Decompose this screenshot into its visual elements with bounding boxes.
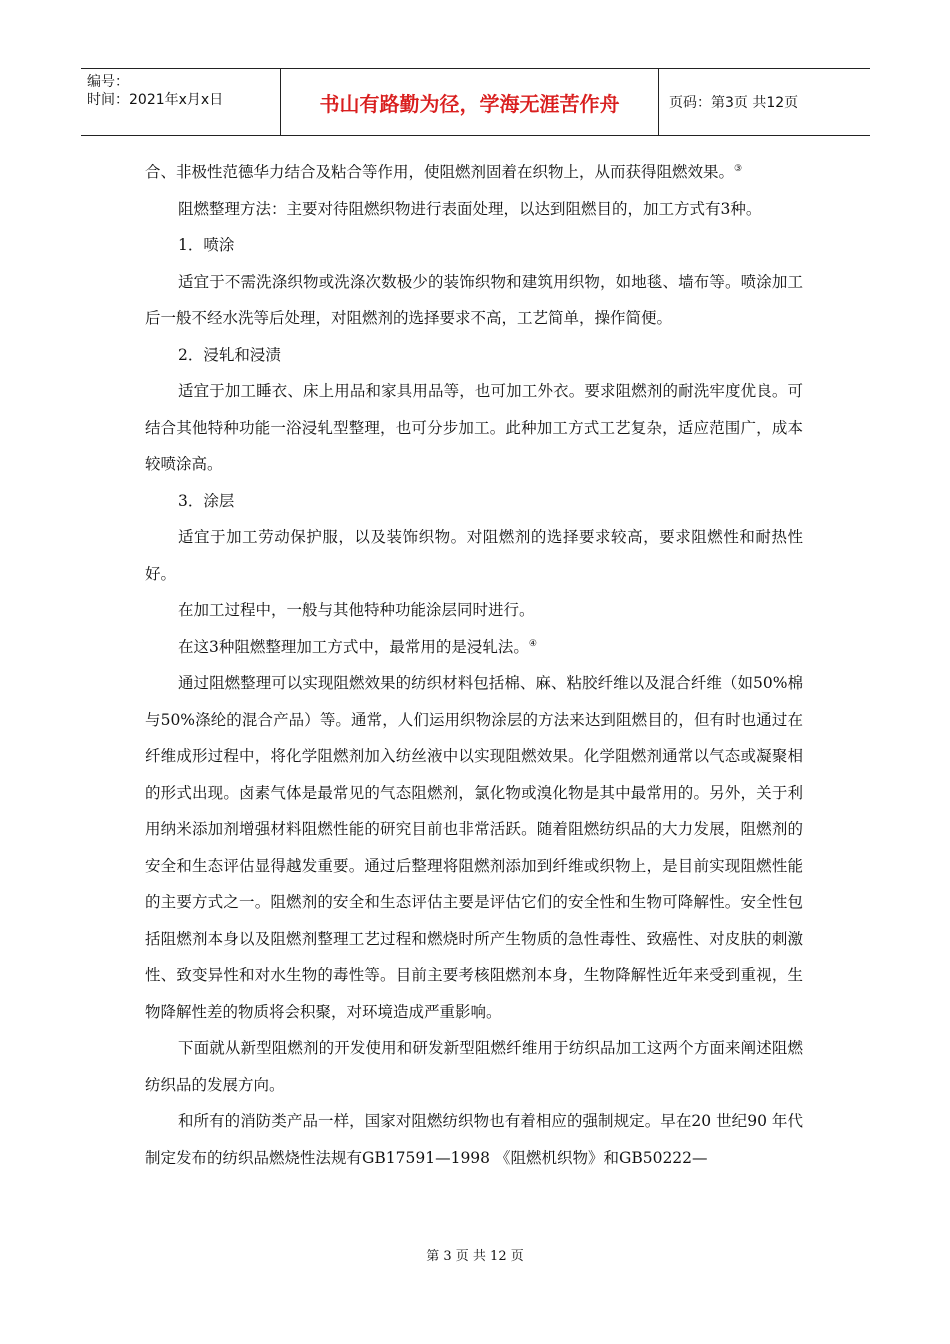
paragraph-text: 3．涂层 [178,491,235,510]
paragraph-text: 下面就从新型阻燃剂的开发使用和研发新型阻燃纤维用于纺织品加工这两个方面来阐述阻燃纺织品的发展方向。 [145,1039,803,1094]
paragraph-text: 适宜于加工劳动保护服，以及装饰织物。对阻燃剂的选择要求较高，要求阻燃性和耐热性好。 [145,528,803,583]
time-label: 时间：2021年x月x日 [87,92,224,108]
paragraph [145,264,803,337]
footnote-marker: ③ [734,163,743,174]
paragraph-text: 和所有的消防类产品一样，国家对阻燃纺织物也有着相应的强制规定。早在20 世纪90 年代制定发布的纺织品燃烧性法规有GB17591—1998 《阻燃机织物》和GB50222— [145,1112,803,1167]
paragraph-text: 在这3种阻燃整理加工方式中，最常用的是浸轧法。 [178,637,529,656]
header-meta [81,69,281,135]
paragraph-text: 在加工过程中，一般与其他特种功能涂层同时进行。 [178,601,535,619]
page-footer: 第 3 页 共 12 页 [426,1249,524,1264]
paragraph [145,373,803,483]
footnote-marker: ④ [528,638,537,649]
page-header [81,68,870,136]
paragraph-text: 通过阻燃整理可以实现阻燃效果的纺织材料包括棉、麻、粘胶纤维以及混合纤维（如50%棉与50%涤纶的混合产品）等。通常，人们运用织物涂层的方法来达到阻燃目的，但有时也通过在纤维成形过程中，将化学阻燃剂加入纺丝液中以实现阻燃效果。化学阻燃剂通常以气态或凝聚相的形式出现。卤素气体是最常见的气态阻燃剂，氯化物或溴化物是其中最常用的。另外，关于利用纳米添加剂增强材料阻燃性能的研究目前也非常活跃。随着阻燃纺织品的大力发展，阻燃剂的安全和生态评估显得越发重要。通过后整理将阻燃剂添加到纤维或织物上，是目前实现阻燃性能的主要方式之一。阻燃剂的安全和生态评估主要是评估它们的安全性和生物可降解性。安全性包括阻燃剂本身以及阻燃剂整理工艺过程和燃烧时所产生物质的急性毒性、致癌性、对皮肤的刺激性、致变异性和对水生物的毒性等。目前主要考核阻燃剂本身，生物降解性近年来受到重视，生物降解性差的物质将会积聚，对环境造成严重影响。 [145,674,803,1021]
paragraph [145,519,803,592]
paragraph-text: 适宜于加工睡衣、床上用品和家具用品等，也可加工外衣。要求阻燃剂的耐洗牢度优良。可结合其他特种功能一浴浸轧型整理，也可分步加工。此种加工方式工艺复杂，适应范围广，成本较喷涂高。 [145,382,803,473]
paragraph-text: 合、非极性范德华力结合及粘合等作用，使阻燃剂固着在织物上，从而获得阻燃效果。 [145,163,735,181]
paragraph [145,665,803,1030]
paragraph [145,629,803,666]
paragraph [145,483,803,520]
paragraph [145,592,803,629]
paragraph [145,1030,803,1103]
paragraph [145,227,803,264]
paragraph-text: 适宜于不需洗涤织物或洗涤次数极少的装饰织物和建筑用织物，如地毯、墙布等。喷涂加工后一般不经水洗等后处理，对阻燃剂的选择要求不高，工艺简单，操作简便。 [145,272,803,327]
paragraph [145,1103,803,1176]
number-label: 编号： [87,74,129,90]
header-motto: 书山有路勤为径，学海无涯苦作舟 [281,69,659,135]
paragraph [145,191,803,228]
paragraph-text: 2．浸轧和浸渍 [178,345,281,364]
paragraph [145,154,803,191]
header-page-label: 页码：第3页 共12页 [669,95,799,111]
paragraph-text: 1．喷涂 [178,236,235,254]
document-body [145,154,803,1176]
paragraph-text: 阻燃整理方法：主要对待阻燃织物进行表面处理，以达到阻燃目的，加工方式有3种。 [178,199,762,218]
paragraph [145,337,803,374]
